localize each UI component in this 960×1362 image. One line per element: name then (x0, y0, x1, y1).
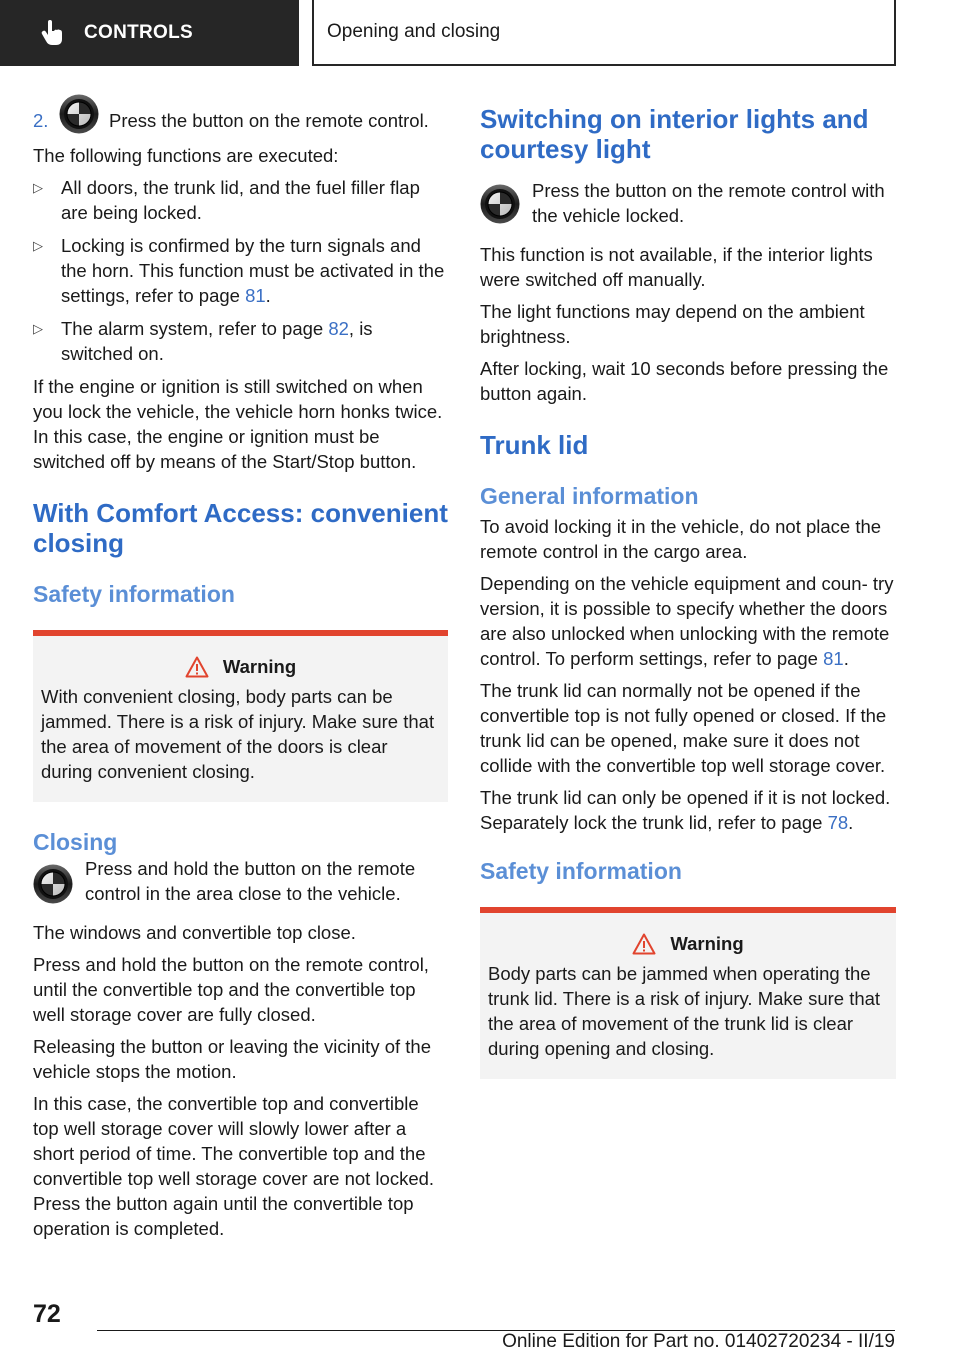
comfort-heading: With Comfort Access: convenient closing (33, 498, 448, 558)
lights-button-text: Press the button on the remote control with the vehicle locked. (532, 180, 885, 226)
safety-heading: Safety information (33, 581, 235, 607)
closing-button-row (33, 856, 448, 906)
edition-note: Online Edition for Part no. 01402720234 - II/19 (502, 1331, 895, 1352)
triangle-bullet-icon: ▷ (33, 180, 43, 195)
warning-triangle-icon (185, 656, 209, 678)
warning-triangle-icon (632, 933, 656, 955)
warning-box (33, 630, 448, 802)
page-number: 72 (33, 1300, 61, 1328)
hand-pointer-icon (40, 20, 64, 46)
engine-note: If the engine or ignition is still switched on when you lock the vehicle, the vehicle horn honks twice. In this case, the engine or ignition must be switched off by means of the Start/Stop button. (33, 376, 443, 472)
functions-intro: The following functions are executed: (33, 145, 339, 166)
lights-heading: Switching on interior lights and courtesy light (480, 104, 869, 164)
general-paragraph: The trunk lid can normally not be opened if the convertible top is not fully opened or closed. If the trunk lid can be opened, make sure it does not collide with the convertible top well storage cover. (480, 680, 887, 776)
general-paragraph: The trunk lid can only be opened if it is not locked. Separately lock the trunk lid, refer to page 78. (480, 787, 891, 833)
step-number: 2. (33, 110, 49, 131)
right-column (480, 98, 896, 1079)
warning-label: Warning (670, 933, 744, 954)
trunk-heading: Trunk lid (480, 430, 589, 460)
safety-heading: Safety information (480, 858, 682, 884)
lights-paragraph: This function is not available, if the interior lights were switched off manually. (480, 244, 873, 290)
closing-paragraph: Press and hold the button on the remote control, until the convertible top and the convertible top well storage cover are fully closed. (33, 954, 429, 1025)
closing-paragraph: In this case, the convertible top and convertible top well storage cover will slowly lower after a short period of time. The convertible top and the convertible top well storage cover are not locked. Press the button again until the convertible top operation is completed. (33, 1093, 435, 1239)
chapter-header (312, 0, 896, 66)
closing-heading: Closing (33, 829, 118, 855)
remote-button-icon (33, 864, 73, 904)
page-link[interactable]: 81 (245, 285, 266, 306)
warning-header (41, 656, 440, 678)
closing-paragraph: The windows and convertible top close. (33, 922, 356, 943)
general-heading: General information (480, 483, 699, 509)
step-text: Press the button on the remote control. (109, 110, 429, 131)
lights-button-row (480, 178, 896, 228)
section-tab (0, 0, 299, 66)
remote-button-icon (480, 184, 520, 224)
left-column (33, 98, 448, 1248)
triangle-bullet-icon: ▷ (33, 238, 43, 253)
lights-paragraph: After locking, wait 10 seconds before pressing the button again. (480, 358, 889, 404)
list-item: ▷ Locking is confirmed by the turn signals and the horn. This function must be activated in the settings, refer to page 81. (33, 235, 445, 306)
closing-button-text: Press and hold the button on the remote control in the area close to the vehicle. (85, 858, 416, 904)
warning-text: With convenient closing, body parts can be jammed. There is a risk of injury. Make sure that the area of movement of the doors is clear during convenient closing. (41, 686, 435, 782)
general-paragraph: Depending on the vehicle equipment and coun‐ try version, it is possible to specify whether the doors are also unlocked when unlocking with the remote control. To perform settings, refer to page 81. (480, 573, 894, 669)
warning-box (480, 907, 896, 1079)
functions-list (33, 175, 448, 366)
remote-button-icon (59, 94, 99, 134)
warning-header (488, 933, 888, 955)
list-item: ▷ All doors, the trunk lid, and the fuel filler flap are being locked. (33, 177, 420, 223)
chapter-title: Opening and closing (327, 21, 501, 42)
closing-paragraph: Releasing the button or leaving the vicinity of the vehicle stops the motion. (33, 1036, 431, 1082)
warning-text: Body parts can be jammed when operating the trunk lid. There is a risk of injury. Make sure that the area of movement of the trunk lid is clear during opening and closing. (488, 963, 881, 1059)
list-item: ▷ The alarm system, refer to page 82, is switched on. (33, 318, 373, 364)
warning-label: Warning (222, 656, 297, 677)
step-2 (33, 108, 448, 134)
lights-paragraph: The light functions may depend on the ambient brightness. (480, 301, 865, 347)
page-link[interactable]: 81 (823, 648, 844, 669)
triangle-bullet-icon: ▷ (33, 321, 43, 336)
general-paragraph: To avoid locking it in the vehicle, do not place the remote control in the cargo area. (480, 516, 882, 562)
page-link[interactable]: 78 (827, 812, 849, 833)
section-title: CONTROLS (84, 22, 194, 43)
page-link[interactable]: 82 (328, 318, 349, 339)
